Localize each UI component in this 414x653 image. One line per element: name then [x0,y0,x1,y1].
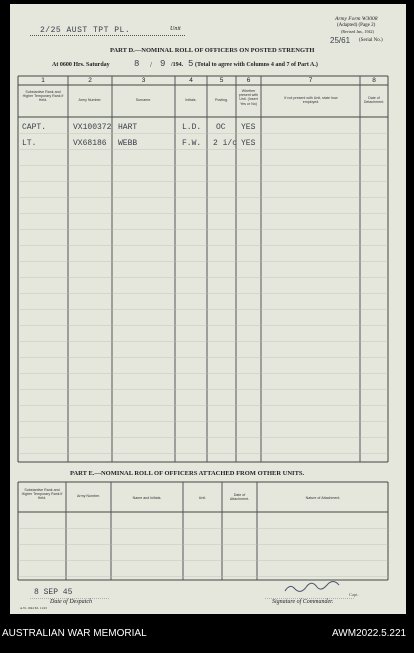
caption-bar [0,614,414,653]
row-2-number: VX68186 [73,139,107,148]
row-2-initials: F.W. [182,139,202,148]
strength-time-label: At 0600 Hrs. Saturday [52,62,110,68]
part-e-header-unit: Unit. [198,496,207,500]
row-1-number: VX100372 [73,123,112,132]
unit-label: Unit [170,26,181,32]
form-adapted: (Adapted) (Page 2) [337,23,376,28]
despatch-date-value: 8 SEP 45 [34,588,73,597]
strength-year-digit: 5 [188,59,194,69]
part-e-header-date: Date of Attachment. [229,493,250,502]
form-revised: (Revised Jan., 1942) [341,29,374,34]
strength-year-prefix: /194. [171,62,184,68]
serial-label: (Serial No.) [359,38,383,43]
strength-date-sep: / [150,61,152,69]
caption-left: AUSTRALIAN WAR MEMORIAL [2,628,147,639]
row-1-surname: HART [118,123,138,132]
col-num-8: 8 [372,77,376,84]
col-header-posting: Posting. [215,98,228,102]
col-header-present: Whether present with Unit. (Insert Yes or No) [238,89,259,106]
strength-note: (Total to agree with Columns 4 and 7 of Part A.) [195,62,318,68]
col-num-6: 6 [246,77,251,84]
row-2-present: YES [241,139,256,148]
signature-scribble [285,582,339,592]
printer-note: A.W. 1944 Ed. 11/43 [20,606,47,610]
part-e-header-nature: Nature of Attachment. [305,496,341,500]
despatch-date-label: Date of Despatch [50,599,92,605]
col-num-3: 3 [141,77,146,84]
col-header-detachment: Date of Detachment. [363,96,385,105]
part-e-header-army-number: Army Number. [77,494,100,498]
form-id: Army Form W3008 [335,16,378,22]
strength-month: 9 [160,59,166,69]
caption-right: AWM2022.5.221 [332,628,407,639]
form-sheet [10,4,406,614]
col-num-1: 1 [41,77,45,84]
row-1-posting: OC [216,123,226,132]
unit-value: 2/25 AUST TPT PL. [40,26,131,35]
signature-rank: Capt. [349,592,359,597]
row-2-rank: LT. [22,139,37,148]
part-e-title: PART E.—NOMINAL ROLL OF OFFICERS ATTACHED FROM OTHER UNITS. [70,470,305,477]
row-2-surname: WEBB [118,139,138,148]
row-2-posting: 2 i/c [213,139,238,148]
row-1-rank: CAPT. [22,123,47,132]
part-d-title: PART D.—NOMINAL ROLL OF OFFICERS ON POSTED STRENGTH [110,47,315,54]
strength-day: 8 [134,59,140,69]
col-header-rank: Substantive Rank and Higher Temporary Rank if Held. [22,90,64,103]
signature-label: Signature of Commander. [272,599,334,605]
col-num-5: 5 [219,77,224,84]
col-num-4: 4 [189,77,193,84]
part-e-header-name: Name and Initials. [132,496,162,500]
col-header-initials: Initials. [185,98,197,102]
row-1-present: YES [241,123,256,132]
serial-value: 25/61 [330,36,351,45]
part-d-grid [10,4,406,614]
row-1-initials: L.D. [182,123,202,132]
col-header-army-number: Army Number. [78,98,102,102]
col-num-7: 7 [308,77,313,84]
part-e-header-rank: Substantive Rank and Higher Temporary Rank if Held. [21,488,63,501]
col-num-2: 2 [88,77,92,84]
col-header-employment: If not present with Unit, state how employed. [284,96,338,105]
col-header-surname: Surname. [135,98,152,102]
